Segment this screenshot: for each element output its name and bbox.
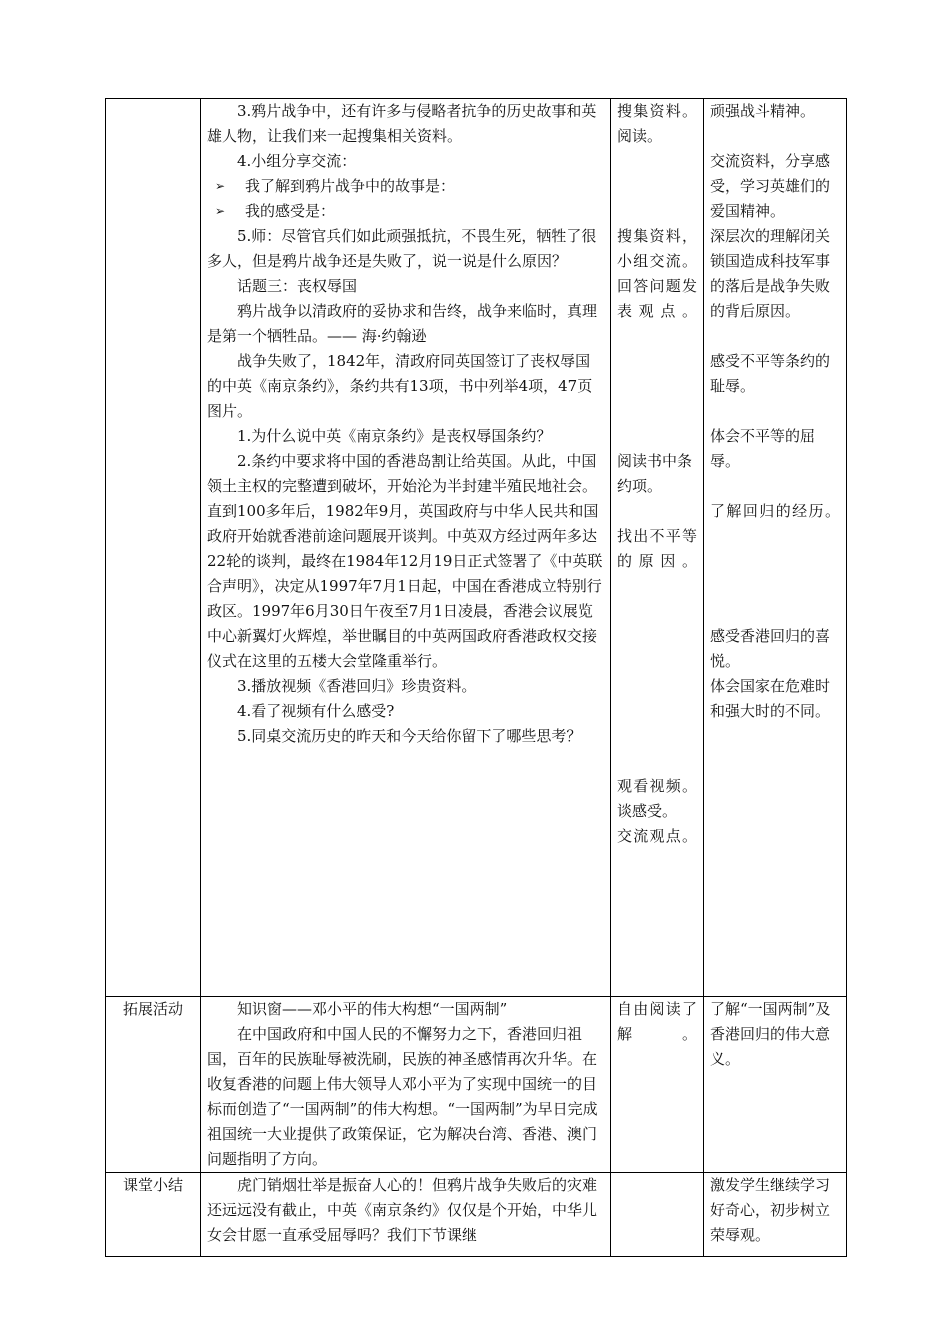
student-activity: 搜集资料，小组交流。 [617,227,697,270]
design-intent: 交流资料，分享感受，学习英雄们的爱国精神。 [710,152,831,220]
paragraph: 虎门销烟壮举是振奋人心的！但鸦片战争失败后的灾难还远远没有截止，中英《南京条约》仅仅是个开始，中华儿女会甘愿一直承受屈辱吗？我们下节课继 [207,1176,598,1244]
bullet-item [207,174,604,199]
content-cell [201,1173,611,1257]
content-cell [201,997,611,1173]
bullet-text: 我的感受是： [245,202,336,220]
stage-cell: 拓展活动 [106,997,201,1173]
student-activity: 观看视频。 [617,777,697,795]
paragraph: 5.师：尽管官兵们如此顽强抵抗，不畏生死，牺牲了很多人，但是鸦片战争还是失败了，说一说是什么原因？ [207,227,597,270]
lesson-plan-table [105,98,847,1257]
paragraph: 4.看了视频有什么感受? [237,702,395,720]
design-intent: 体会国家在危难时和强大时的不同。 [710,677,831,720]
student-activity-cell [611,1173,704,1257]
section-heading: 话题三：丧权辱国 [237,277,358,295]
student-activity: 阅读书中条约项。 [617,452,693,495]
design-intent: 激发学生继续学习好奇心，初步树立荣辱观。 [710,1176,831,1244]
paragraph: 5.同桌交流历史的昨天和今天给你留下了哪些思考？ [237,727,582,745]
stage-cell [106,99,201,997]
content-cell [201,99,611,997]
bullet-text: 我了解到鸦片战争中的故事是： [245,177,456,195]
student-activity-cell [611,99,704,997]
design-intent: 感受香港回归的喜悦。 [710,627,831,670]
design-intent: 顽强战斗精神。 [710,102,816,120]
student-activity-cell [611,997,704,1173]
paragraph: 2.条约中要求将中国的香港岛割让给英国。从此，中国领土主权的完整遭到破坏，开始沦为半封建半殖民地社会。直到100多年后，1982年9月，英国政府与中华人民共和国政府开始就香港前途问题展开谈判。中英双方经过两年多达22轮的谈判，最终在1984年12月19日正式签署了《中英联合声明》，决定从1997年7月1日起，中国在香港成立特别行政区。1997年6月30日午夜至7月1日凌晨，香港会议展览中心新翼灯火辉煌，举世瞩目的中英两国政府香港政权交接仪式在这里的五楼大会堂隆重举行。 [207,452,603,670]
arrow-bullet-icon: ➢ [215,204,226,218]
arrow-bullet-icon: ➢ [215,179,226,193]
quote-paragraph: 鸦片战争以清政府的妥协求和告终，战争来临时，真理是第一个牺牲品。—— 海·约翰逊 [207,302,598,345]
question: 1.为什么说中英《南京条约》是丧权辱国条约？ [237,427,552,445]
student-activity: 谈感受。 [617,802,678,820]
design-intent-cell [704,997,847,1173]
design-intent: 了解“一国两制”及香港回归的伟大意义。 [710,1000,831,1068]
design-intent-cell [704,1173,847,1257]
table-row [106,1173,847,1257]
design-intent: 了解回归的经历。 [710,502,840,520]
paragraph: 3.鸦片战争中，还有许多与侵略者抗争的历史故事和英雄人物，让我们来一起搜集相关资料。 [207,102,597,145]
table-row [106,99,847,997]
design-intent: 感受不平等条约的耻辱。 [710,352,831,395]
section-heading: 知识窗——邓小平的伟大构想“一国两制” [237,1000,508,1018]
student-activity: 阅读。 [617,127,663,145]
paragraph: 战争失败了，1842年，清政府同英国签订了丧权辱国的中英《南京条约》，条约共有13项，书中列举4项，47页图片。 [207,352,593,420]
paragraph: 4.小组分享交流： [237,152,357,170]
design-intent-cell [704,99,847,997]
bullet-item [207,199,604,224]
student-activity: 找出不平等的原因。 [617,527,697,570]
student-activity: 自由阅读了解。 [617,1000,697,1043]
stage-cell: 课堂小结 [106,1173,201,1257]
table-row [106,997,847,1173]
student-activity: 交流观点。 [617,827,697,845]
paragraph: 在中国政府和中国人民的不懈努力之下，香港回归祖国，百年的民族耻辱被洗刷，民族的神圣感情再次升华。在收复香港的问题上伟大领导人邓小平为了实现中国统一的目标而创造了“一国两制”的伟大构想。“一国两制”为早日完成祖国统一大业提供了政策保证，它为解决台湾、香港、澳门问题指明了方向。 [207,1025,598,1168]
student-activity: 搜集资料。 [617,102,697,120]
student-activity: 回答问题发表观点。 [617,277,697,320]
design-intent: 深层次的理解闭关锁国造成科技军事的落后是战争失败的背后原因。 [710,227,831,320]
design-intent: 体会不平等的屈辱。 [710,427,816,470]
paragraph: 3.播放视频《香港回归》珍贵资料。 [237,677,477,695]
